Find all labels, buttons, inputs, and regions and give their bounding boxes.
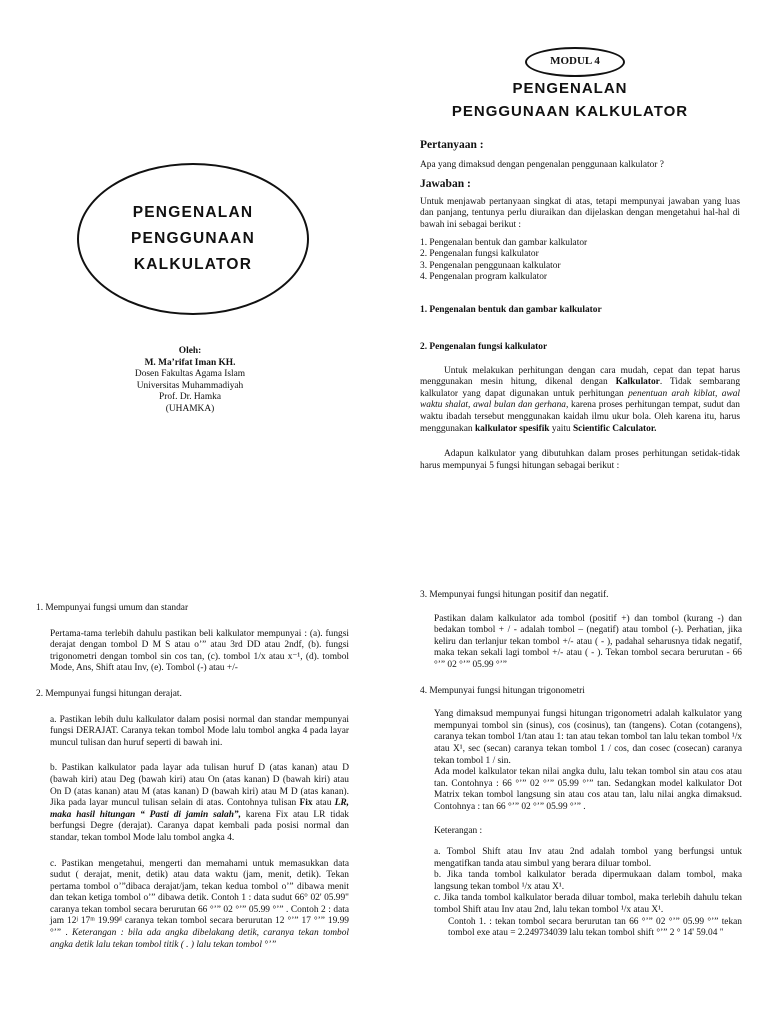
- list-item: 1. Pengenalan bentuk dan gambar kalkulator: [420, 237, 588, 248]
- list-item: 3. Pengenalan penggunaan kalkulator: [420, 260, 561, 271]
- note-c: c. Jika tanda tombol kalkulator berada diluar tombol, maka terlebih dahulu tekan tombol Shift atau Inv atau 2nd, lalu tekan tombol ¹/x atau X¹.: [434, 893, 742, 916]
- list-item: 2. Pengenalan fungsi kalkulator: [420, 249, 539, 260]
- note-a: a. Tombol Shift atau Inv atau 2nd adalah tombol yang berfungsi untuk mengatifkan tanda atau simbul yang berara diluar tombol.: [434, 847, 742, 869]
- list-item: 4. Pengenalan program kalkulator: [420, 272, 548, 283]
- section-2-title: 2. Pengenalan fungsi kalkulator: [420, 342, 548, 352]
- item-2-title: 2. Mempunyai fungsi hitungan derajat.: [36, 688, 182, 699]
- item-3-text: Pastikan dalam kalkulator ada tombol (positif +) dan tombol (kurang -) dan bedakan tombol + / - adalah tombol – (negatif) atau tombol (-). Perhatian, jika keliru dan terlanjur tekan tombol +/- atau ( - ), padahal seharusnya tidak negatif, maka tekan sekali lagi tombol +/- atau ( - ). Tekan tombol secara berurutan - 66 °’” 02 °’” 05.99 °’”: [434, 613, 742, 670]
- item-4-title: 4. Mempunyai fungsi hitungan trigonometri: [420, 685, 585, 696]
- oval-title-line-2: PENGGUNAAN: [131, 230, 255, 247]
- author-line-3: Prof. Dr. Hamka: [159, 392, 221, 403]
- question-label: Pertanyaan :: [420, 139, 484, 151]
- item-1-text: Pertama-tama terlebih dahulu pastikan beli kalkulator mempunyai : (a). fungsi derajat dengan tombol D M S atau o’” atau 3rd DD atau 2ndf, (b). fungsi trigonometri dengan tombol sin cos tan, (c). tombol 1/x atau x⁻¹, (d). tombol Mode, Ans, Shift atau Inv, (e). Tombol (-) atau +/-: [50, 628, 349, 674]
- question-section: [420, 140, 740, 284]
- section-2-paragraph-2: Adapun kalkulator yang dibutuhkan dalam proses perhitungan setidak-tidak harus mempunyai 5 fungsi hitungan sebagai berikut :: [420, 449, 740, 471]
- item-1-title: 1. Mempunyai fungsi umum dan standar: [36, 603, 189, 613]
- item-2a-text: a. Pastikan lebih dulu kalkulator dalam posisi normal dan standar mempunyai fungsi DERAJAT. Caranya tekan tombol Mode lalu tombol angka 4 pada layar muncul tulisan dan huruf seperti di bawah ini.: [50, 714, 349, 748]
- left-lower-column: [36, 603, 349, 951]
- question-text: Apa yang dimaksud dengan pengenalan penggunaan kalkulator ?: [420, 159, 664, 170]
- author-line-4: (UHAMKA): [165, 403, 215, 414]
- author-block: [90, 346, 290, 416]
- right-heading-line-2: PENGGUNAAN KALKULATOR: [451, 103, 689, 120]
- right-heading-line-1: PENGENALAN: [512, 80, 628, 97]
- note-c-example: Contoh 1. : tekan tombol secara berurutan tan 66 °’” 02 °’” 05.99 °’” tekan tombol exe atau = 2.249734039 lalu tekan tombol shift °’” 2 ° 14' 59.04 ": [448, 916, 742, 939]
- oval-title-line-1: PENGENALAN: [132, 204, 254, 221]
- item-2b-text: b. Pastikan kalkulator pada layar ada tulisan huruf D (atas kanan) atau D (bawah kiri) atau Deg (bawah kiri) atau On (atas kanan) D (bawah kiri) atau On D (atas kanan) atau M (atas kanan) D (bawah kiri) atau M D (atas kanan). Jika pada layar muncul tulisan selain di atas. Contohnya tulisan Fix atau LR, maka hasil hitungan “ Pasti di jamin salah”, karena Fix atau LR tidak berfungsi Degre (derajat). Caranya dapat kembali pada posisi normal dan standar, tekan tombol Mode lalu tombol angka 4.: [50, 763, 349, 843]
- author-line-1: Dosen Fakultas Agama Islam: [134, 369, 246, 380]
- title-oval: [77, 163, 309, 315]
- right-lower-column: [420, 590, 742, 940]
- section-2-paragraph-1: Untuk melakukan perhitungan dengan cara mudah, cepat dan tepat harus menggunakan mesin hitung, dikenal dengan Kalkulator. Tidak sembarang kalkulator yang dapat digunakan untuk perhitungan penentuan arah kiblat, awal waktu shalat, awal bulan dan gerhana, karena proses perhitungan tempat, sudut dan waktu ibadah tersebut menggunakan kaidah ilmu ukur bola. Oleh karena itu, harus menggunakan kalkulator spesifik yaitu Scientific Calculator.: [420, 365, 741, 434]
- author-line-2: Universitas Muhammadiyah: [136, 380, 244, 391]
- answer-list: [420, 238, 740, 284]
- oval-title-line-3: KALKULATOR: [133, 256, 253, 273]
- author-by: Oleh:: [178, 346, 202, 356]
- answer-text: Untuk menjawab pertanyaan singkat di atas, tetapi mempunyai jawaban yang luas dan panjang, tentunya perlu diuraikan dan dijelaskan dengan mengetahui hal-hal di bawah ini sebagai berikut :: [420, 196, 740, 230]
- section-1-title: 1. Pengenalan bentuk dan gambar kalkulator: [420, 305, 602, 315]
- item-3-title: 3. Mempunyai fungsi hitungan positif dan negatif.: [420, 590, 609, 600]
- section-2: [420, 342, 740, 472]
- item-2c-text: c. Pastikan mengetahui, mengerti dan memahami untuk memasukkan data sudut ( derajat, menit, detik) atau data waktu (jam, menit, detik). Tekan pertama tombol o’”dibaca derajat/jam, tekan kedua tombol o’” dibawa menit dan tekan ketiga tombol o’” dibawa detik. Contoh 1 : data sudut 66° 02' 05.99" caranya tekan tombol secara berurutan 66 °’” 02 °’” 05.99 °’” . Contoh 2 : data jam 12ʲ 17ᵐ 19.99ᵈ caranya tekan tombol secara berurutan 12 °’” 17 °’” 19.99 °’” . Keterangan : bila ada angka dibelakang detik, caranya tekan tombol angka detik lalu tekan tombol titik ( . ) lalu tekan tombol °’”: [50, 858, 349, 950]
- author-name: M. Ma’rifat Iman KH.: [144, 357, 236, 368]
- item-4-text-2: Ada model kalkulator tekan nilai angka dulu, lalu tekan tombol sin atau cos atau tan. Contohnya : 66 °’” 02 °’” 05.99 °’” tan. Sedangkan model kalkulator Dot Matrix tekan tombol langsung sin atau cos atau tan, lalu nilai angka dimaksud. Contohnya : tan 66 °’” 02 °’” 05.99 °’” .: [434, 767, 742, 812]
- item-4-text: Yang dimaksud mempunyai fungsi hitungan trigonometri adalah kalkulator yang mempunyai tombol sin (sinus), cos (cosinus), tan (tangens). Cotan (cotangens), caranya tekan tombol 1/tan atau 1: tan atau tekan tombol tan lalu tekan tombol ¹/x atau X¹, sec (secan) caranya tekan tombol 1 / cos, dan cosec (cosecan) caranya tekan tombol 1 / sin.: [434, 709, 742, 766]
- note-b: b. Jika tanda tombol kalkulator berada dipermukaan dalam tombol, maka langsung tekan tombol ¹/x atau X¹.: [434, 870, 742, 892]
- notes-label: Keterangan :: [434, 825, 483, 836]
- module-label: MODUL 4: [525, 47, 625, 77]
- answer-label: Jawaban :: [420, 178, 471, 191]
